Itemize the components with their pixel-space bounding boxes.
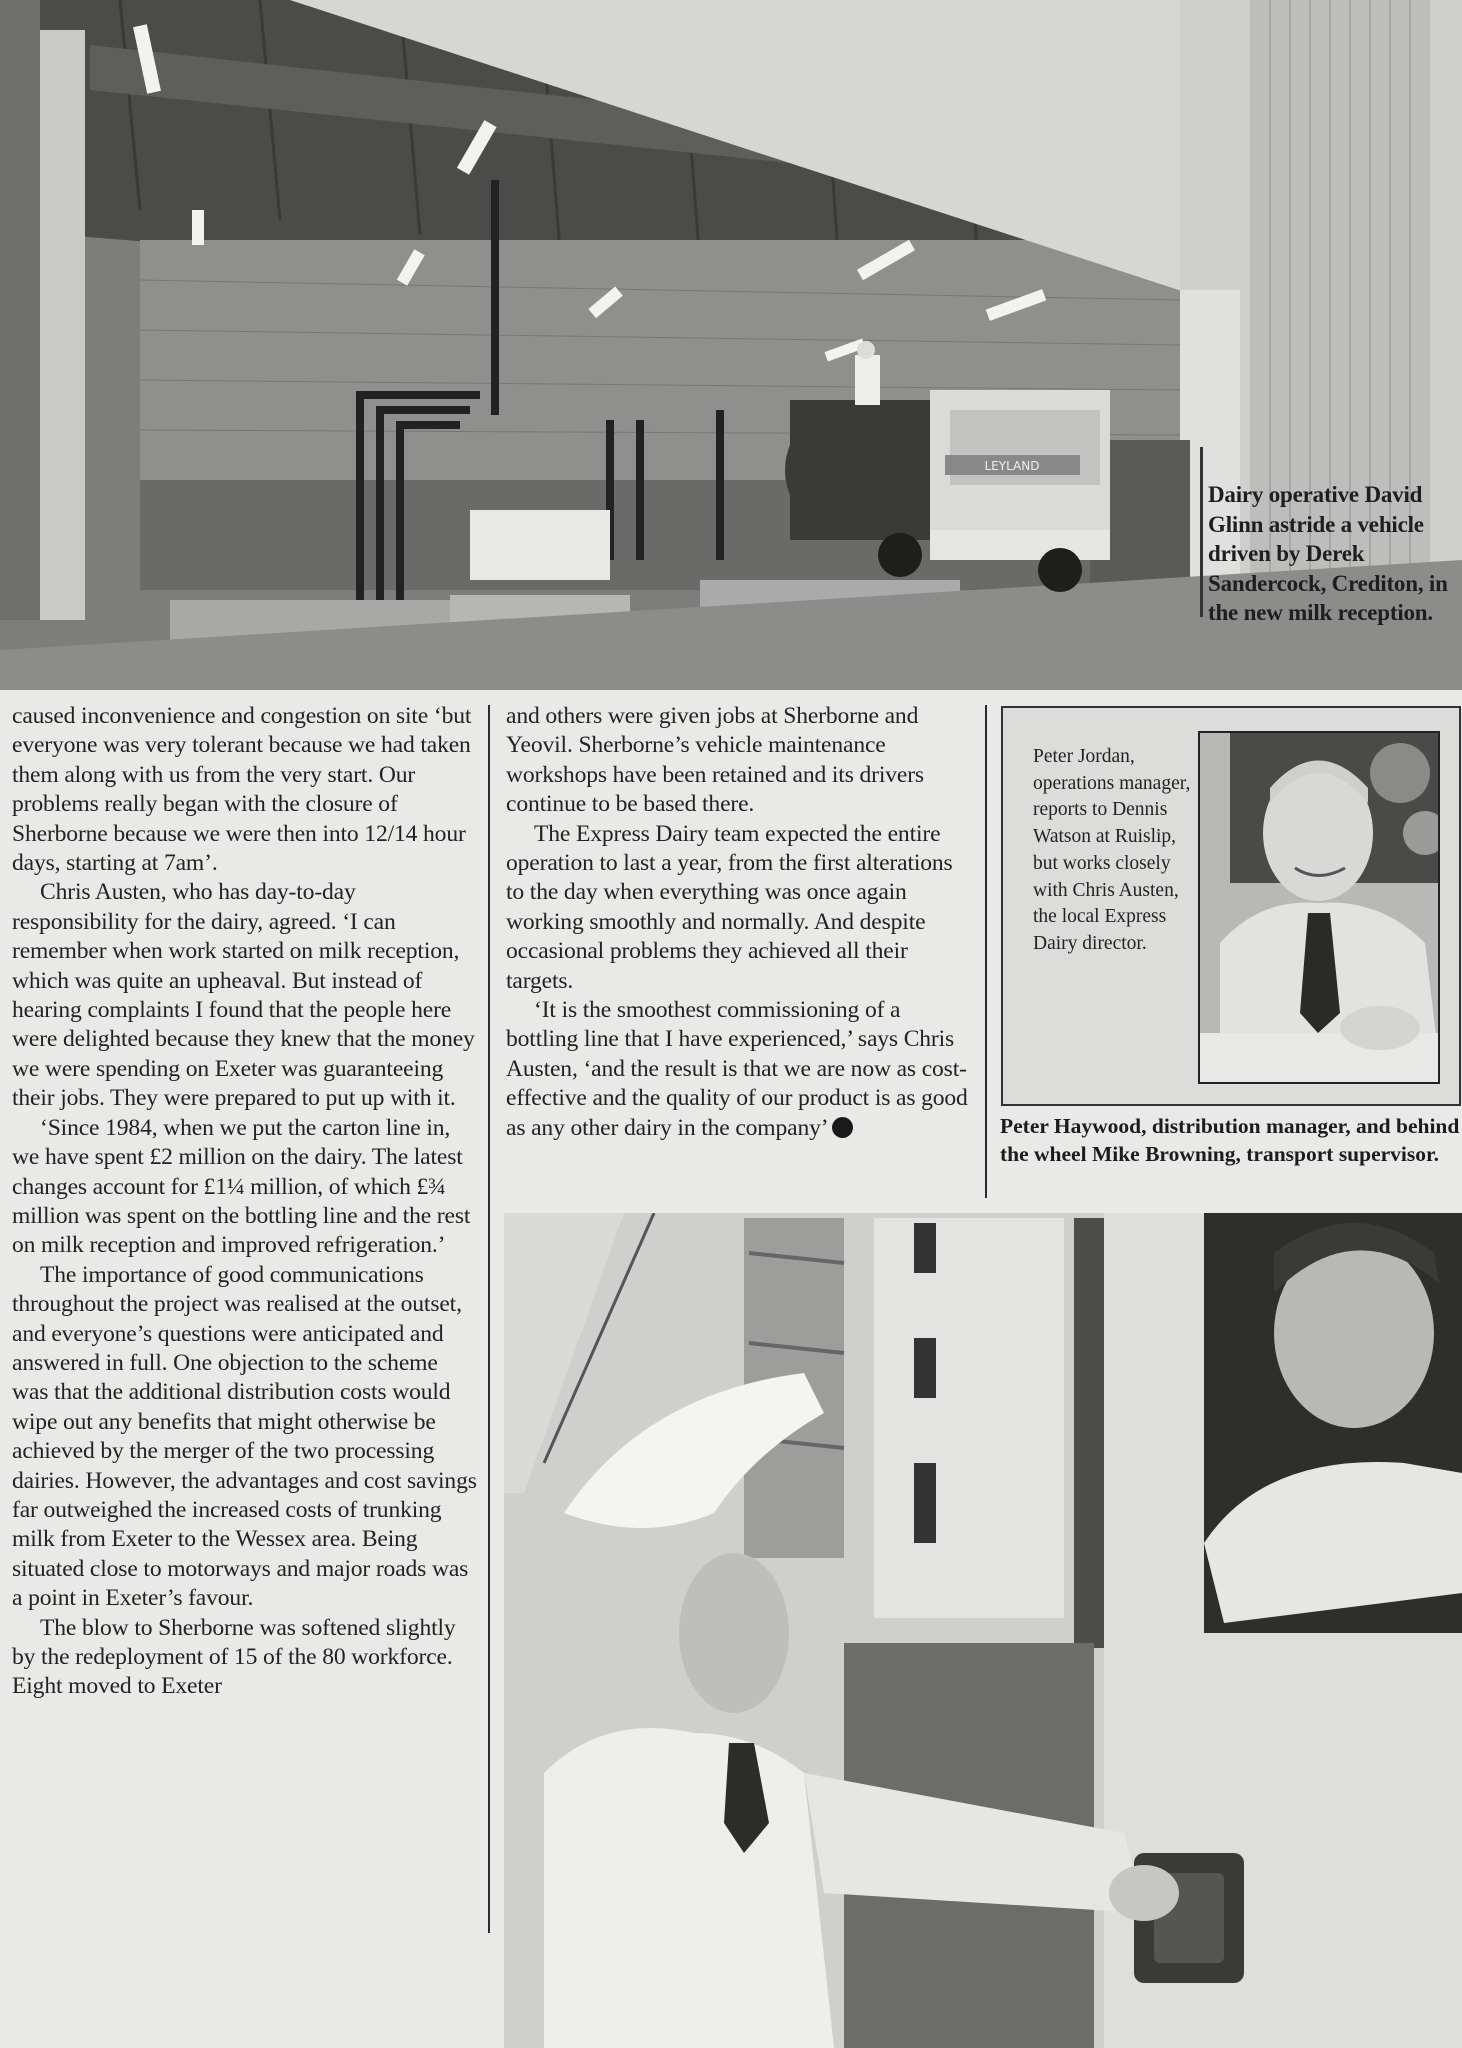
lorry-cab-illustration <box>504 1213 1462 2048</box>
column-divider <box>985 705 987 1198</box>
end-of-article-bullet-icon <box>832 1117 853 1138</box>
peter-jordan-portrait <box>1198 731 1440 1084</box>
paragraph: The blow to Sherborne was softened slightly by the redeployment of 15 of the 80 workforce. Eight moved to Exeter <box>12 1614 456 1700</box>
article-column-1 <box>12 702 478 1702</box>
paragraph: Chris Austen, who has day-to-day responsibility for the dairy, agreed. ‘I can remember when work started on milk reception, which was quite an upheaval. But instead of hearing complaints I found that the people here were delighted because they knew that the money we were spending on Exeter was guaranteeing their jobs. They were prepared to put up with it. <box>12 879 475 1112</box>
article-column-2 <box>506 702 968 1143</box>
column-divider <box>488 705 490 1933</box>
leyland-badge: LEYLAND <box>984 459 1040 473</box>
bottom-photo-caption: Peter Haywood, distribution manager, and behind the wheel Mike Browning, transport supervisor. <box>1000 1114 1460 1166</box>
paragraph-final <box>506 996 968 1143</box>
paragraph: caused inconvenience and congestion on site ‘but everyone was very tolerant because we had taken them along with us from the very start. Our problems really began with the closure of Sherborne because we were then into 12/14 hour days, starting at 7am’. <box>12 703 472 877</box>
milk-reception-photo <box>0 0 1462 690</box>
portrait-illustration <box>1200 733 1440 1084</box>
peter-jordan-inset <box>1001 706 1461 1106</box>
paragraph-text: ‘It is the smoothest commissioning of a bottling line that I have experienced,’ says Chris Austen, ‘and the result is that we are now as cost-effective and the quality of our product is as good as any other dairy in the company’ <box>506 997 968 1141</box>
lorry-cab-photo <box>504 1213 1462 2048</box>
inset-caption: Peter Jordan, operations manager, reports to Dennis Watson at Ruislip, but works closely with Chris Austen, the local Express Dairy director. <box>1033 746 1191 954</box>
paragraph: ‘Since 1984, when we put the carton line in, we have spent £2 million on the dairy. The latest changes account for £1¼ million, of which £¾ million was spent on the bottling line and the rest on milk reception and improved refrigeration.’ <box>12 1114 471 1259</box>
paragraph: The importance of good communications throughout the project was realised at the outset, and everyone’s questions were anticipated and answered in full. One objection to the scheme was that the additional distribution costs would wipe out any benefits that might otherwise be achieved by the merger of the two processing dairies. However, the advantages and cost savings far outweighed the increased costs of trunking milk from Exeter to the Wessex area. Being situated close to motorways and major roads was a point in Exeter’s favour. <box>12 1261 477 1612</box>
top-photo-caption: Dairy operative David Glinn astride a vehicle driven by Derek Sandercock, Crediton, in the new milk reception. <box>1208 482 1448 625</box>
paragraph: and others were given jobs at Sherborne and Yeovil. Sherborne’s vehicle maintenance workshops have been retained and its drivers continue to be based there. <box>506 703 924 818</box>
paragraph: The Express Dairy team expected the entire operation to last a year, from the first alterations to the day when everything was once again working smoothly and normally. And despite occasional problems they achieved all their targets. <box>506 820 953 994</box>
